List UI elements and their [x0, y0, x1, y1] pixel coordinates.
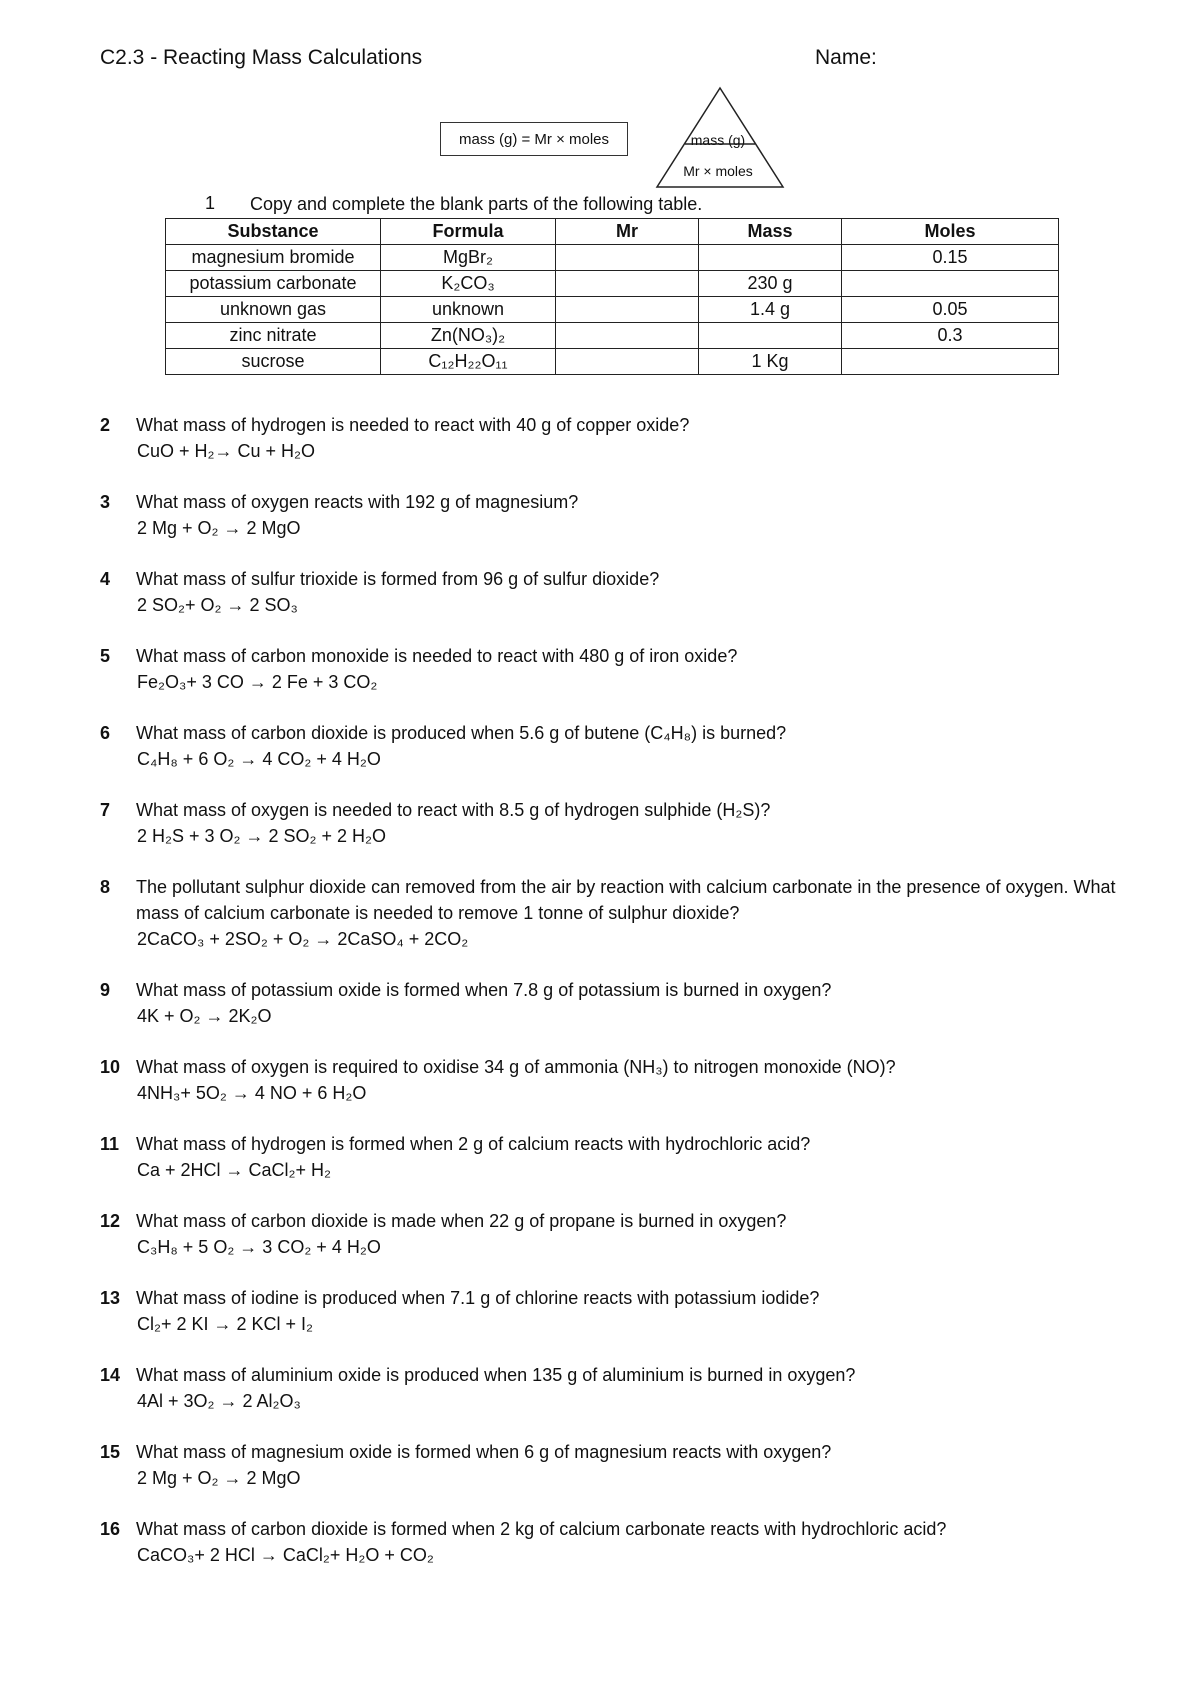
question-text: What mass of oxygen is required to oxidise 34 g of ammonia (NH₃) to nitrogen monoxide (NO)? — [136, 1057, 896, 1077]
question-text: What mass of oxygen is needed to react with 8.5 g of hydrogen sulphide (H₂S)? — [136, 800, 771, 820]
question-number: 10 — [100, 1057, 121, 1077]
question-item — [100, 643, 737, 695]
substance-table — [165, 218, 1059, 375]
chemical-equation: 4K + O₂ → 2K₂O — [137, 1006, 272, 1026]
table-cell: unknown gas — [166, 297, 381, 323]
question-number: 13 — [100, 1288, 121, 1308]
question-item — [100, 489, 578, 541]
question-number: 16 — [100, 1519, 121, 1539]
question-number: 15 — [100, 1442, 121, 1462]
chemical-equation: Fe₂O₃+ 3 CO → 2 Fe + 3 CO₂ — [137, 672, 378, 692]
table-cell[interactable] — [699, 323, 842, 349]
table-cell: MgBr₂ — [381, 245, 556, 271]
question-item — [100, 1516, 946, 1568]
chemical-equation: 2 H₂S + 3 O₂ → 2 SO₂ + 2 H₂O — [137, 826, 387, 846]
name-label: Name: — [815, 46, 877, 69]
triangle-bottom-label: Mr × moles — [683, 163, 753, 179]
chemical-equation: CaCO₃+ 2 HCl → CaCl₂+ H₂O + CO₂ — [137, 1545, 434, 1565]
table-cell[interactable] — [556, 349, 699, 375]
question-text: What mass of carbon monoxide is needed to react with 480 g of iron oxide? — [136, 646, 738, 666]
chemical-equation: Ca + 2HCl → CaCl₂+ H₂ — [137, 1160, 332, 1180]
table-cell: 0.15 — [842, 245, 1059, 271]
question-item — [100, 412, 689, 464]
question-item — [100, 1208, 786, 1260]
column-header: Formula — [381, 219, 556, 245]
question-number: 11 — [100, 1134, 120, 1154]
worksheet-title: C2.3 - Reacting Mass Calculations — [100, 46, 423, 69]
table-cell: unknown — [381, 297, 556, 323]
question-item — [100, 1439, 831, 1491]
question-text: What mass of sulfur trioxide is formed from 96 g of sulfur dioxide? — [136, 569, 660, 589]
table-cell: potassium carbonate — [166, 271, 381, 297]
table-cell[interactable] — [556, 297, 699, 323]
table-cell[interactable] — [556, 245, 699, 271]
table-cell: 230 g — [699, 271, 842, 297]
question-number: 14 — [100, 1365, 121, 1385]
table-cell[interactable] — [699, 245, 842, 271]
chemical-equation: C₄H₈ + 6 O₂ → 4 CO₂ + 4 H₂O — [137, 749, 381, 769]
chemical-equation: C₃H₈ + 5 O₂ → 3 CO₂ + 4 H₂O — [137, 1237, 381, 1257]
chemical-equation: 2 Mg + O₂ → 2 MgO — [137, 518, 301, 538]
chemical-equation: 4NH₃+ 5O₂ → 4 NO + 6 H₂O — [137, 1083, 367, 1103]
question-item — [100, 1131, 810, 1183]
question-item — [100, 1054, 896, 1106]
table-row — [166, 271, 1059, 297]
question-item — [100, 566, 659, 618]
question-item — [100, 1362, 855, 1414]
question-text: What mass of potassium oxide is formed when 7.8 g of potassium is burned in oxygen? — [136, 980, 832, 1000]
table-cell: 1 Kg — [699, 349, 842, 375]
column-header: Mr — [556, 219, 699, 245]
table-cell: C₁₂H₂₂O₁₁ — [381, 349, 556, 375]
question-number: 1 — [205, 193, 216, 213]
table-cell: 0.3 — [842, 323, 1059, 349]
chemical-equation: 4Al + 3O₂ → 2 Al₂O₃ — [137, 1391, 301, 1411]
question-number: 12 — [100, 1211, 121, 1231]
question-number: 9 — [100, 980, 111, 1000]
table-cell: K₂CO₃ — [381, 271, 556, 297]
question-text: What mass of carbon dioxide is made when 22 g of propane is burned in oxygen? — [136, 1211, 787, 1231]
table-cell: Zn(NO₃)₂ — [381, 323, 556, 349]
question-number: 6 — [100, 723, 111, 743]
question-item — [100, 1593, 137, 1619]
question-number: 7 — [100, 800, 111, 820]
triangle-top-label: mass (g) — [690, 132, 746, 148]
table-cell: zinc nitrate — [166, 323, 381, 349]
question-number: 5 — [100, 646, 111, 666]
question-item — [100, 977, 831, 1029]
question-text: What mass of iodine is produced when 7.1 g of chlorine reacts with potassium iodide? — [136, 1288, 820, 1308]
table-cell: magnesium bromide — [166, 245, 381, 271]
question-number: 2 — [100, 415, 111, 435]
question-number: 8 — [100, 877, 111, 897]
table-cell: 1.4 g — [699, 297, 842, 323]
table-cell: sucrose — [166, 349, 381, 375]
mass-formula-box: mass (g) = Mr × moles — [440, 122, 628, 156]
question-number: 4 — [100, 569, 111, 589]
table-cell[interactable] — [556, 323, 699, 349]
question-item — [100, 720, 786, 772]
question-text: Copy and complete the blank parts of the following table. — [250, 194, 703, 214]
question-number: 3 — [100, 492, 111, 512]
question-text: What mass of hydrogen is formed when 2 g of calcium reacts with hydrochloric acid? — [136, 1134, 811, 1154]
table-cell: 0.05 — [842, 297, 1059, 323]
table-row — [166, 349, 1059, 375]
table-cell[interactable] — [556, 271, 699, 297]
question-item — [100, 874, 1146, 952]
question-text: What mass of carbon dioxide is formed when 2 kg of calcium carbonate reacts with hydrochloric acid? — [136, 1519, 947, 1539]
table-row — [166, 323, 1059, 349]
question-text: What mass of aluminium oxide is produced when 135 g of aluminium is burned in oxygen? — [136, 1365, 856, 1385]
column-header: Moles — [842, 219, 1059, 245]
question-item — [100, 797, 770, 849]
chemical-equation: 2 SO₂+ O₂ → 2 SO₃ — [137, 595, 298, 615]
question-text: What mass of oxygen reacts with 192 g of magnesium? — [136, 492, 579, 512]
question-text: What mass of magnesium oxide is formed when 6 g of magnesium reacts with oxygen? — [136, 1442, 832, 1462]
question-text: What mass of hydrogen is needed to react with 40 g of copper oxide? — [136, 415, 690, 435]
chemical-equation: 2 Mg + O₂ → 2 MgO — [137, 1468, 301, 1488]
table-row — [166, 245, 1059, 271]
column-header: Mass — [699, 219, 842, 245]
chemical-equation: Cl₂+ 2 KI → 2 KCl + I₂ — [137, 1314, 314, 1334]
chemical-equation: CuO + H₂→ Cu + H₂O — [137, 441, 316, 461]
chemical-equation: 2CaCO₃ + 2SO₂ + O₂ → 2CaSO₄ + 2CO₂ — [137, 929, 469, 949]
table-header-row — [166, 219, 1059, 245]
table-row — [166, 297, 1059, 323]
question-text: The pollutant sulphur dioxide can removed from the air by reaction with calcium carbonate in the presence of oxygen. What mass of calcium carbonate is needed to remove 1 tonne of sulphur dioxide? — [136, 877, 1116, 923]
question-item — [100, 1285, 819, 1337]
table-cell[interactable] — [842, 271, 1059, 297]
table-cell[interactable] — [842, 349, 1059, 375]
question-text: What mass of carbon dioxide is produced when 5.6 g of butene (C₄H₈) is burned? — [136, 723, 787, 743]
column-header: Substance — [166, 219, 381, 245]
